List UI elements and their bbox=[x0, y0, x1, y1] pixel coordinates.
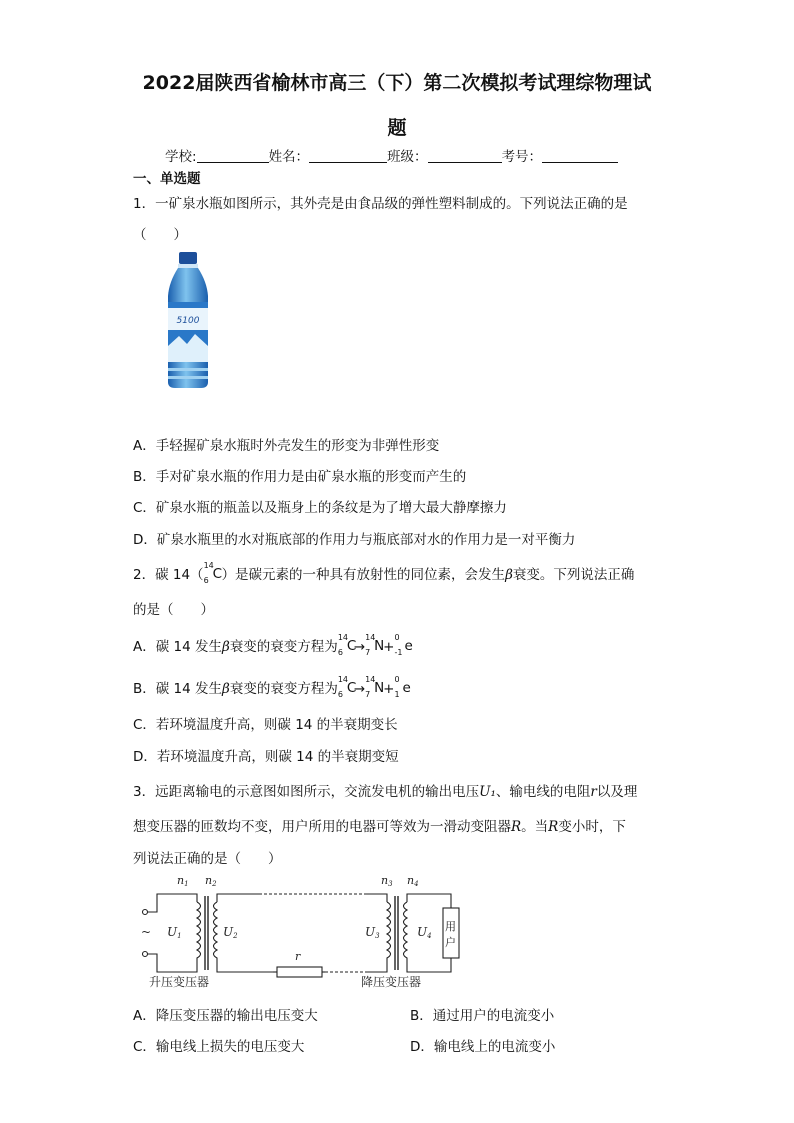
coil-n3 bbox=[387, 902, 391, 964]
iso-positron: 0 1 e bbox=[394, 675, 411, 699]
q1-stem-cont: （ ） bbox=[133, 227, 187, 243]
R-symbol: R bbox=[548, 819, 559, 835]
q1-option-d[interactable]: D．矿泉水瓶里的水对瓶底部的作用力与瓶底部对水的作用力是一对平衡力 bbox=[133, 532, 576, 548]
coil-n1 bbox=[197, 902, 201, 964]
svg-text:n4: n4 bbox=[407, 874, 419, 888]
q1-option-c[interactable]: C．矿泉水瓶的瓶盖以及瓶身上的条纹是为了增大最大静摩擦力 bbox=[133, 500, 507, 516]
q3-option-c[interactable]: C．输电线上损失的电压变大 bbox=[133, 1039, 305, 1055]
r-symbol: r bbox=[590, 784, 597, 800]
transmission-circuit-diagram bbox=[135, 872, 465, 990]
q3-option-d[interactable]: D．输电线上的电流变小 bbox=[410, 1039, 556, 1055]
beta-symbol: β bbox=[222, 639, 230, 655]
q2-stem-part: 2．碳 14（ bbox=[133, 567, 204, 583]
beta-symbol: β bbox=[505, 567, 513, 583]
svg-text:U4: U4 bbox=[417, 925, 432, 940]
iso-c: 14 6 C bbox=[337, 633, 357, 657]
terminal-top bbox=[143, 910, 148, 915]
q1-stem: 1．一矿泉水瓶如图所示，其外壳是由食品级的弹性塑料制成的。下列说法正确的是 bbox=[133, 196, 628, 212]
q2-stem bbox=[133, 563, 634, 583]
svg-text:U2: U2 bbox=[223, 925, 238, 940]
svg-text:r: r bbox=[295, 950, 301, 963]
q2-stem-cont: 的是（ ） bbox=[133, 602, 214, 618]
name-label: 姓名： bbox=[268, 149, 310, 165]
q3-stem-cont: 想变压器的匝数均不变，用户所用的电器可等效为一滑动变阻器R。当R变小时，下 bbox=[133, 819, 626, 835]
user-load-box bbox=[443, 908, 459, 958]
svg-text:n1: n1 bbox=[177, 874, 189, 888]
number-label: 考号： bbox=[501, 149, 543, 165]
resistor-r bbox=[277, 967, 322, 977]
q2-stem-part: 衰变。下列说法正确 bbox=[512, 567, 635, 583]
q3-stem-cont2: 列说法正确的是（ ） bbox=[133, 851, 282, 867]
school-blank[interactable] bbox=[197, 148, 269, 163]
coil-n2 bbox=[214, 902, 218, 964]
carbon14-symbol: 14 6 C bbox=[203, 561, 222, 585]
school-label: 学校: bbox=[165, 149, 197, 165]
number-blank[interactable] bbox=[542, 148, 618, 163]
page-title: 2022届陕西省榆林市高三（下）第二次模拟考试理综物理试 bbox=[142, 72, 652, 94]
step-up-label: 升压变压器 bbox=[149, 975, 210, 989]
q3-option-a[interactable]: A．降压变压器的输出电压变大 bbox=[133, 1008, 318, 1024]
q3-option-b[interactable]: B．通过用户的电流变小 bbox=[410, 1008, 555, 1024]
iso-electron: 0 -1 e bbox=[394, 633, 413, 657]
q1-option-a[interactable]: A．手轻握矿泉水瓶时外壳发生的形变为非弹性形变 bbox=[133, 438, 440, 454]
q2-option-b[interactable]: B．碳 14 发生β衰变的衰变方程为 14 6 C → 14 7 N + 0 1 e bbox=[133, 675, 411, 699]
coil-n4 bbox=[404, 902, 408, 964]
section-heading: 一、单选题 bbox=[133, 171, 201, 187]
q1-option-b[interactable]: B．手对矿泉水瓶的作用力是由矿泉水瓶的形变而产生的 bbox=[133, 469, 467, 485]
R-symbol: R bbox=[511, 819, 522, 835]
q2-option-a[interactable]: A．碳 14 发生β衰变的衰变方程为 14 6 C → 14 7 N + 0 -1 e bbox=[133, 633, 413, 657]
iso-n: 14 7 N bbox=[365, 675, 385, 699]
u1-symbol: U₁ bbox=[479, 784, 496, 800]
ac-source-icon: ~ bbox=[141, 925, 152, 939]
q2-stem-part: ）是碳元素的一种具有放射性的同位素，会发生 bbox=[221, 567, 506, 583]
q2-option-c[interactable]: C．若环境温度升高，则碳 14 的半衰期变长 bbox=[133, 717, 398, 733]
svg-text:U1: U1 bbox=[167, 925, 182, 940]
svg-text:用: 用 bbox=[445, 920, 456, 933]
svg-text:U3: U3 bbox=[365, 925, 380, 940]
bottle-brand: 5100 bbox=[176, 316, 200, 326]
step-down-label: 降压变压器 bbox=[361, 975, 422, 989]
name-blank[interactable] bbox=[309, 148, 387, 163]
terminal-bottom bbox=[143, 952, 148, 957]
svg-text:n3: n3 bbox=[381, 874, 393, 888]
svg-text:n2: n2 bbox=[205, 874, 217, 888]
q3-stem: 3．远距离输电的示意图如图所示，交流发电机的输出电压U₁、输电线的电阻r以及理 bbox=[133, 784, 638, 800]
page-title-continued: 题 bbox=[387, 117, 407, 139]
iso-c: 14 6 C bbox=[337, 675, 357, 699]
beta-symbol: β bbox=[222, 681, 230, 697]
q2-option-d[interactable]: D．若环境温度升高，则碳 14 的半衰期变短 bbox=[133, 749, 399, 765]
student-info bbox=[165, 145, 618, 165]
class-blank[interactable] bbox=[428, 148, 502, 163]
water-bottle-image bbox=[163, 250, 213, 390]
iso-n: 14 7 N bbox=[365, 633, 385, 657]
svg-text:户: 户 bbox=[445, 936, 456, 949]
class-label: 班级： bbox=[387, 149, 428, 165]
